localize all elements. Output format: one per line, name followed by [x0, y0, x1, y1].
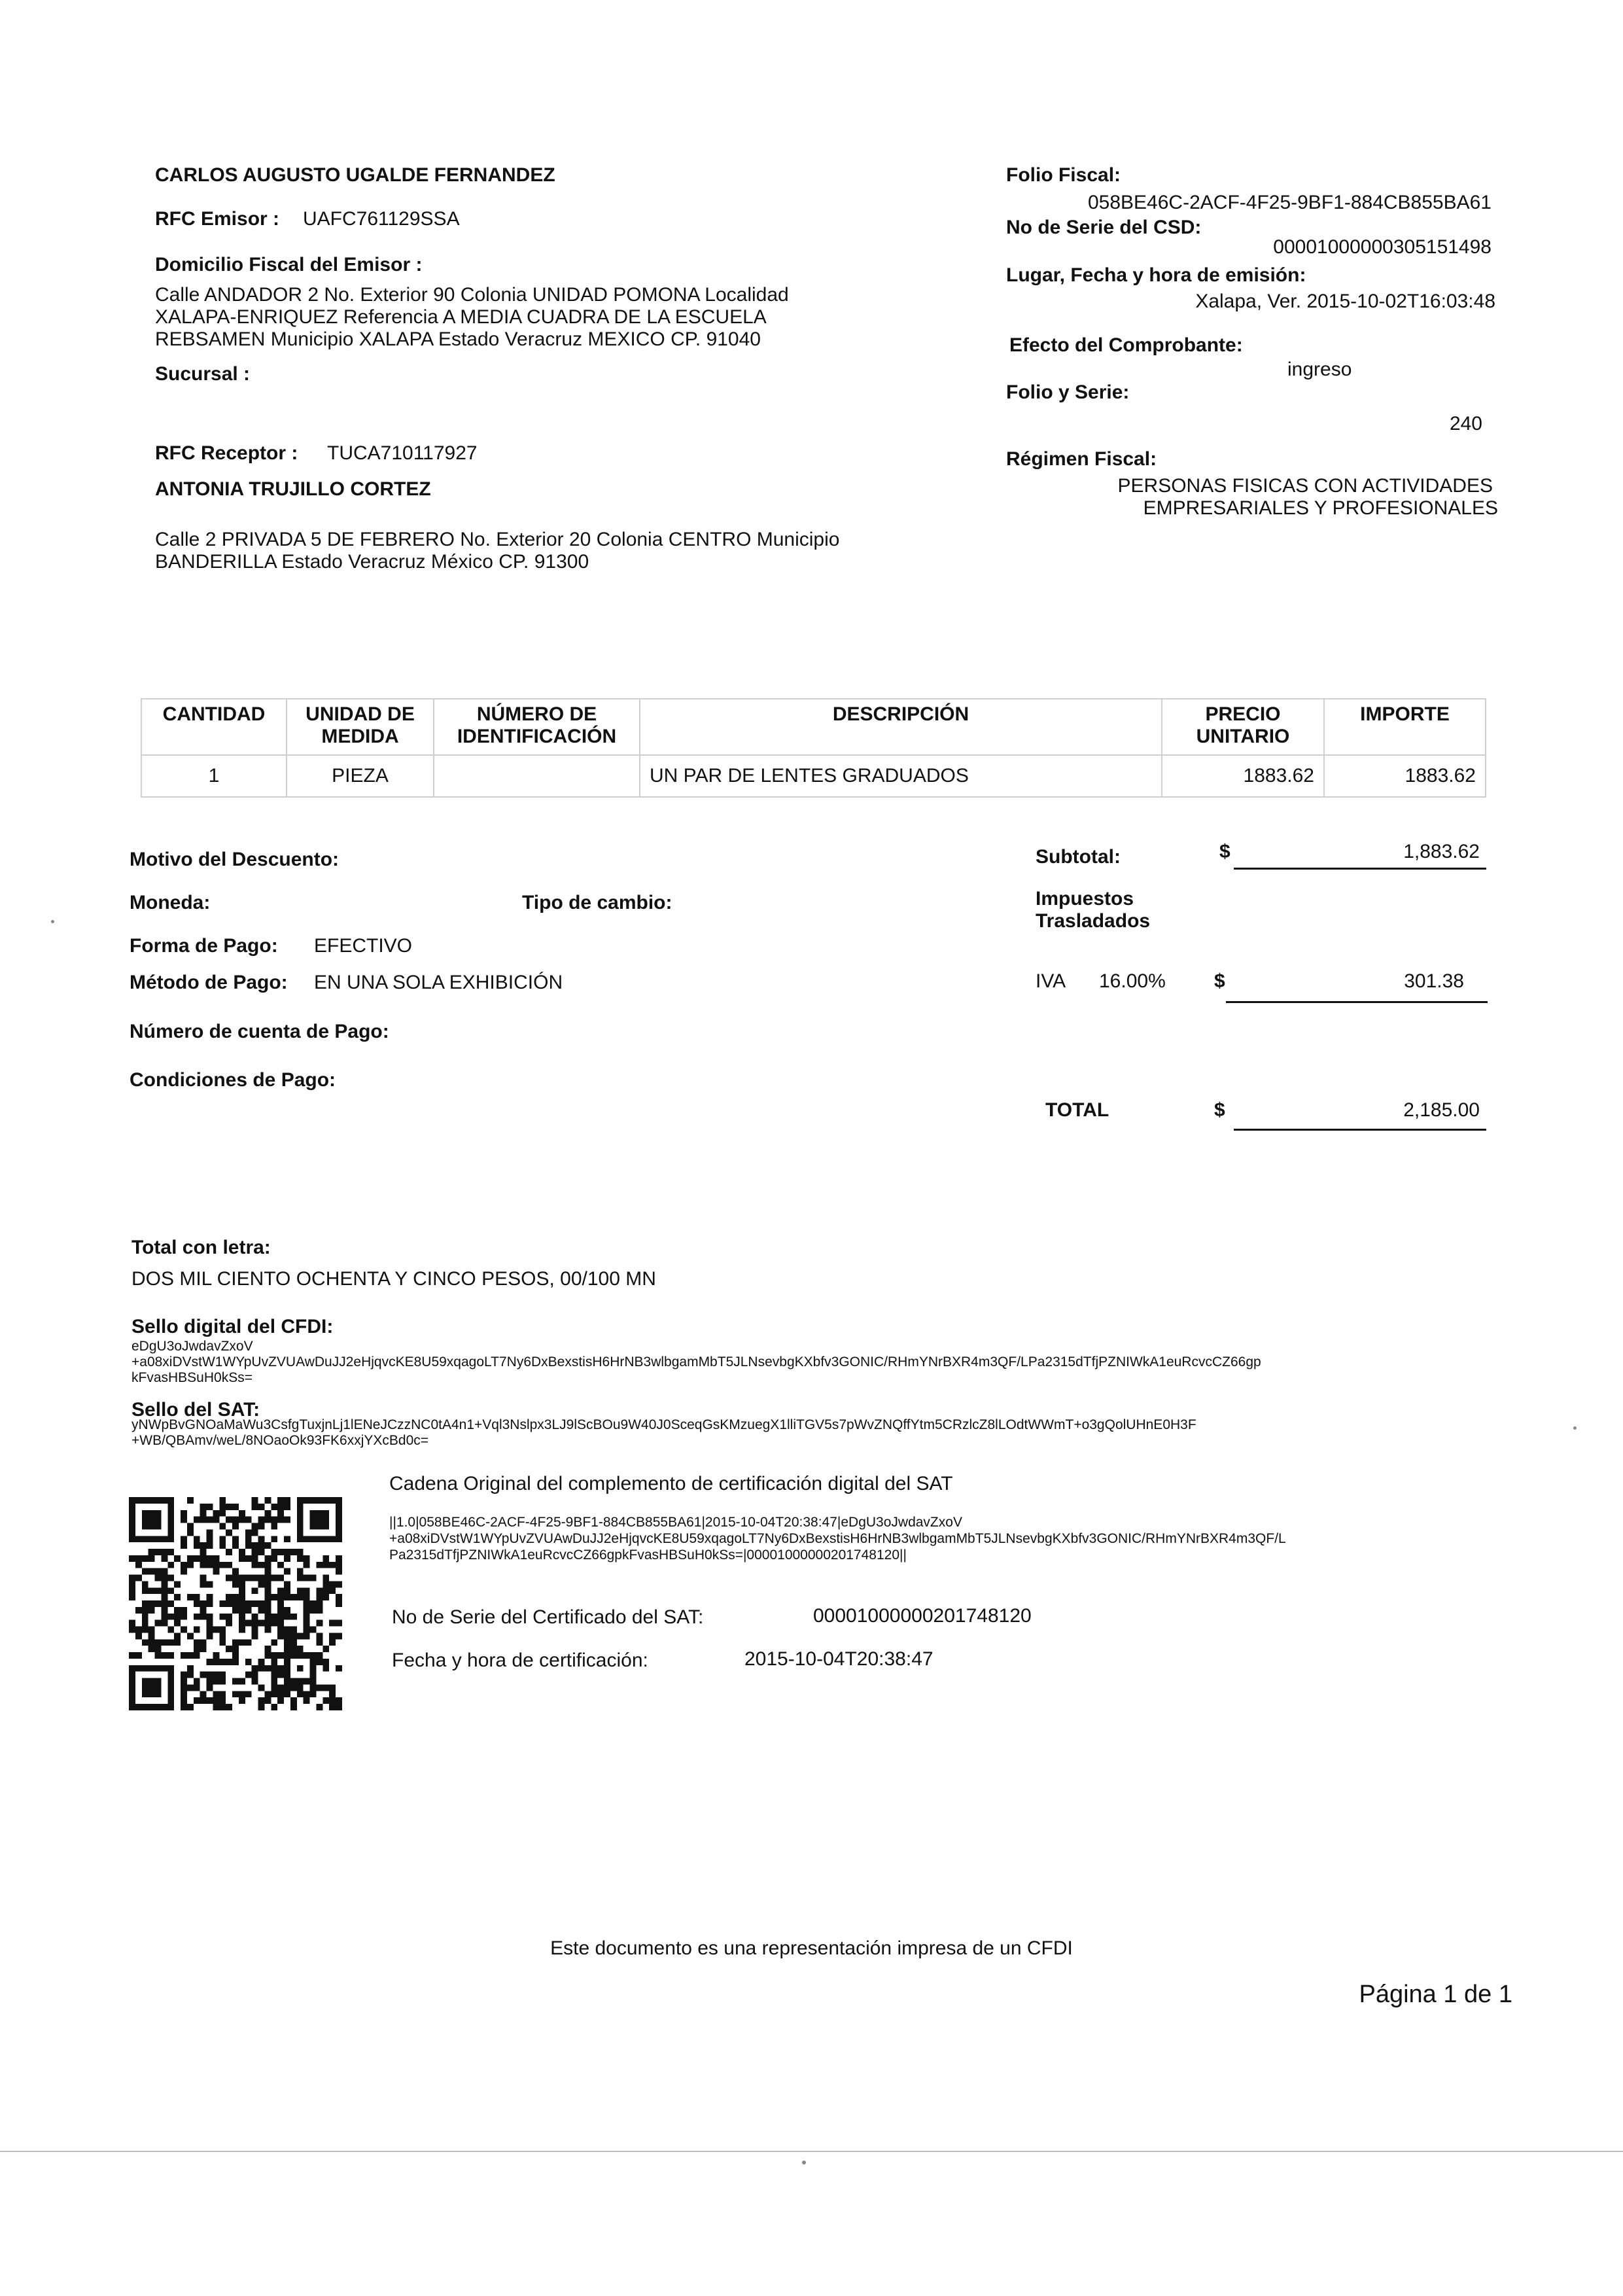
- total-letra-label: Total con letra:: [131, 1237, 271, 1258]
- scan-speck: [802, 2161, 806, 2164]
- regimen-line-2: EMPRESARIALES Y PROFESIONALES: [1143, 497, 1498, 519]
- receptor-nombre: ANTONIA TRUJILLO CORTEZ: [155, 478, 431, 500]
- iva-label: IVA: [1036, 970, 1066, 992]
- subtotal-label: Subtotal:: [1036, 846, 1121, 868]
- header-precio-unitario: PRECIO UNITARIO: [1162, 699, 1324, 755]
- sello-cfdi-label: Sello digital del CFDI:: [131, 1316, 334, 1337]
- impuestos-label-2: Trasladados: [1036, 910, 1151, 932]
- condiciones-pago-label: Condiciones de Pago:: [130, 1069, 336, 1091]
- domicilio-emisor-label: Domicilio Fiscal del Emisor :: [155, 254, 423, 275]
- cadena-line-3: Pa2315dTfjPZNIWkA1euRcvcCZ66gpkFvasHBSuH0kSs=|00001000000201748120||: [389, 1547, 907, 1563]
- scan-speck: [51, 920, 54, 923]
- serie-csd-label: No de Serie del CSD:: [1006, 217, 1202, 238]
- header-cantidad: CANTIDAD: [141, 699, 287, 755]
- fecha-cert-label: Fecha y hora de certificación:: [392, 1650, 648, 1671]
- subtotal-underline: [1234, 868, 1486, 870]
- domicilio-receptor-line-2: BANDERILLA Estado Veracruz México CP. 91300: [155, 551, 589, 573]
- scan-speck: [1573, 1426, 1577, 1430]
- sello-cfdi-line-1: eDgU3oJwdavZxoV: [131, 1339, 253, 1354]
- iva-underline: [1226, 1001, 1488, 1003]
- domicilio-emisor-line-3: REBSAMEN Municipio XALAPA Estado Veracruz MEXICO CP. 91040: [155, 328, 761, 350]
- sello-cfdi-line-2: +a08xiDVstW1WYpUvZVUAwDuJJ2eHjqvcKE8U59xqagoLT7Ny6DxBexstisH6HrNB3wlbgamMbT5JLNsevbgKXbfv3GONIC/RHmYNrBXR4m3QF/LPa2315dTfjPZNIWkA1euRcvcCZ66gp: [131, 1354, 1261, 1369]
- folio-serie-value: 240: [1449, 413, 1482, 434]
- scan-edge-line: [0, 2151, 1623, 2152]
- serie-csd-value: 00001000000305151498: [1273, 236, 1492, 258]
- total-label: TOTAL: [1045, 1099, 1109, 1121]
- sucursal-label: Sucursal :: [155, 363, 251, 385]
- cell-cantidad: 1: [141, 755, 287, 797]
- folio-fiscal-value: 058BE46C-2ACF-4F25-9BF1-884CB855BA61: [1087, 192, 1492, 213]
- domicilio-emisor-line-2: XALAPA-ENRIQUEZ Referencia A MEDIA CUADRA DE LA ESCUELA: [155, 306, 767, 328]
- tipo-cambio-label: Tipo de cambio:: [522, 892, 672, 913]
- header-unidad: UNIDAD DE MEDIDA: [287, 699, 434, 755]
- lugar-fecha-label: Lugar, Fecha y hora de emisión:: [1006, 264, 1306, 286]
- cell-unidad: PIEZA: [287, 755, 434, 797]
- cell-importe: 1883.62: [1324, 755, 1486, 797]
- cell-numero: [434, 755, 640, 797]
- efecto-label: Efecto del Comprobante:: [1009, 334, 1243, 356]
- rfc-receptor-label: RFC Receptor :: [155, 442, 298, 464]
- iva-value: 301.38: [1404, 970, 1464, 992]
- cadena-original-label: Cadena Original del complemento de certificación digital del SAT: [389, 1473, 953, 1494]
- sello-cfdi-line-3: kFvasHBSuH0kSs=: [131, 1370, 253, 1385]
- cell-descripcion: UN PAR DE LENTES GRADUADOS: [640, 755, 1162, 797]
- qr-code-icon: [129, 1497, 342, 1710]
- total-letra-value: DOS MIL CIENTO OCHENTA Y CINCO PESOS, 00/100 MN: [131, 1268, 656, 1290]
- sello-sat-label: Sello del SAT:: [131, 1399, 260, 1421]
- folio-fiscal-label: Folio Fiscal:: [1006, 164, 1121, 186]
- moneda-label: Moneda:: [130, 892, 211, 913]
- cert-sat-label: No de Serie del Certificado del SAT:: [392, 1606, 704, 1628]
- cert-sat-value: 00001000000201748120: [813, 1605, 1032, 1627]
- motivo-descuento-label: Motivo del Descuento:: [130, 849, 340, 870]
- header-numero-identificacion: NÚMERO DE IDENTIFICACIÓN: [434, 699, 640, 755]
- rfc-emisor-label: RFC Emisor :: [155, 208, 280, 230]
- subtotal-value: 1,883.62: [1403, 841, 1480, 862]
- cadena-line-2: +a08xiDVstW1WYpUvZVUAwDuJJ2eHjqvcKE8U59xqagoLT7Ny6DxBexstisH6HrNB3wlbgamMbT5JLNsevbgKXbfv3GONIC/RHmYNrBXR4m3QF/L: [389, 1531, 1286, 1546]
- table-row: [141, 755, 1486, 797]
- iva-rate: 16.00%: [1099, 970, 1166, 992]
- domicilio-receptor-line-1: Calle 2 PRIVADA 5 DE FEBRERO No. Exterior 20 Colonia CENTRO Municipio: [155, 529, 840, 550]
- items-header-row: [141, 699, 1486, 755]
- fecha-cert-value: 2015-10-04T20:38:47: [744, 1648, 934, 1670]
- total-value: 2,185.00: [1403, 1099, 1480, 1121]
- cadena-line-1: ||1.0|058BE46C-2ACF-4F25-9BF1-884CB855BA61|2015-10-04T20:38:47|eDgU3oJwdavZxoV: [389, 1515, 962, 1530]
- total-currency: $: [1214, 1099, 1225, 1121]
- folio-serie-label: Folio y Serie:: [1006, 381, 1130, 403]
- regimen-line-1: PERSONAS FISICAS CON ACTIVIDADES: [1117, 475, 1493, 497]
- cfdi-leyenda: Este documento es una representación impresa de un CFDI: [550, 1937, 1073, 1959]
- forma-pago-label: Forma de Pago:: [130, 935, 278, 957]
- domicilio-emisor-line-1: Calle ANDADOR 2 No. Exterior 90 Colonia UNIDAD POMONA Localidad: [155, 284, 789, 306]
- regimen-label: Régimen Fiscal:: [1006, 448, 1157, 470]
- metodo-pago-label: Método de Pago:: [130, 972, 288, 993]
- header-descripcion: DESCRIPCIÓN: [640, 699, 1162, 755]
- subtotal-currency: $: [1219, 841, 1230, 862]
- rfc-emisor-value: UAFC761129SSA: [303, 208, 460, 230]
- sello-sat-line-1: yNWpBvGNOaMaWu3CsfgTuxjnLj1lENeJCzzNC0tA4n1+Vql3Nslpx3LJ9lScBOu9W40J0SceqGsKMzuegX1lliTGV5s7pWvZNQffYtm5CRzlcZ8lLOdtWWmT+o3gQolUHnE0H3F: [131, 1417, 1196, 1432]
- total-underline: [1234, 1129, 1486, 1131]
- impuestos-label-1: Impuestos: [1036, 888, 1134, 910]
- cuenta-pago-label: Número de cuenta de Pago:: [130, 1021, 389, 1042]
- efecto-value: ingreso: [1287, 359, 1352, 380]
- lugar-fecha-value: Xalapa, Ver. 2015-10-02T16:03:48: [1195, 291, 1495, 312]
- emisor-nombre: CARLOS AUGUSTO UGALDE FERNANDEZ: [155, 164, 555, 186]
- cell-precio: 1883.62: [1162, 755, 1324, 797]
- header-importe: IMPORTE: [1324, 699, 1486, 755]
- items-table: [141, 698, 1486, 798]
- sello-sat-line-2: +WB/QBAmv/weL/8NOaoOk93FK6xxjYXcBd0c=: [131, 1433, 429, 1448]
- metodo-pago-value: EN UNA SOLA EXHIBICIÓN: [314, 972, 563, 993]
- iva-currency: $: [1214, 970, 1225, 992]
- rfc-receptor-value: TUCA710117927: [327, 442, 478, 464]
- forma-pago-value: EFECTIVO: [314, 935, 413, 957]
- page-number: Página 1 de 1: [1359, 1981, 1512, 2008]
